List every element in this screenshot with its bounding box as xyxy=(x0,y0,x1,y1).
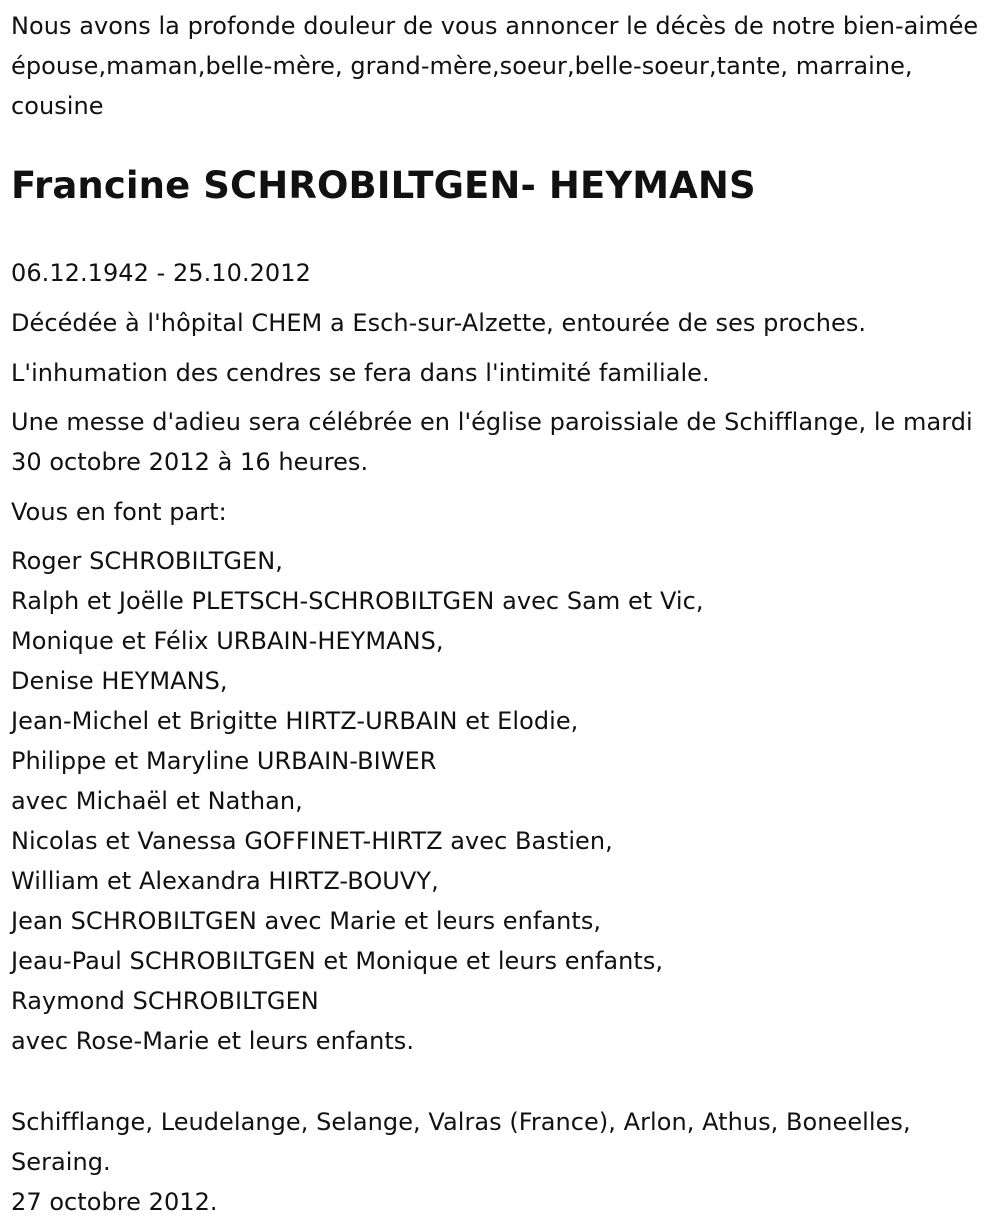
death-place-paragraph: Décédée à l'hôpital CHEM a Esch-sur-Alzette, entourée de ses proches. xyxy=(11,309,867,337)
family-member: William et Alexandra HIRTZ-BOUVY, xyxy=(11,867,439,895)
family-member: avec Rose-Marie et leurs enfants. xyxy=(11,1027,415,1055)
life-dates: 06.12.1942 - 25.10.2012 xyxy=(11,259,311,287)
family-member: Roger SCHROBILTGEN, xyxy=(11,547,283,575)
family-member: Ralph et Joëlle PLETSCH-SCHROBILTGEN avec Sam et Vic, xyxy=(11,587,704,615)
announcers-heading: Vous en font part: xyxy=(11,498,227,526)
deceased-name: Francine SCHROBILTGEN- HEYMANS xyxy=(11,164,756,207)
intro-paragraph: Nous avons la profonde douleur de vous annoncer le décès de notre bien-aimée épouse,maman,belle-mère, grand-mère,soeur,belle-soeur,tante, marraine, cousine xyxy=(11,12,979,120)
family-list xyxy=(11,541,704,1061)
family-member: avec Michaël et Nathan, xyxy=(11,787,303,815)
family-member: Philippe et Maryline URBAIN-BIWER xyxy=(11,747,437,775)
family-member: Jean-Michel et Brigitte HIRTZ-URBAIN et Elodie, xyxy=(11,707,579,735)
family-member: Denise HEYMANS, xyxy=(11,667,228,695)
inhumation-paragraph: L'inhumation des cendres se fera dans l'intimité familiale. xyxy=(11,359,710,387)
family-member: Jean SCHROBILTGEN avec Marie et leurs enfants, xyxy=(11,907,602,935)
signature-date: 27 octobre 2012. xyxy=(11,1188,218,1216)
family-member: Jeau-Paul SCHROBILTGEN et Monique et leurs enfants, xyxy=(11,947,664,975)
places-paragraph: Schifflange, Leudelange, Selange, Valras (France), Arlon, Athus, Boneelles, Seraing. xyxy=(11,1108,911,1176)
family-member: Raymond SCHROBILTGEN xyxy=(11,987,319,1015)
family-member: Nicolas et Vanessa GOFFINET-HIRTZ avec Bastien, xyxy=(11,827,613,855)
family-member: Monique et Félix URBAIN-HEYMANS, xyxy=(11,627,444,655)
mass-paragraph: Une messe d'adieu sera célébrée en l'église paroissiale de Schifflange, le mardi 30 octobre 2012 à 16 heures. xyxy=(11,408,973,476)
